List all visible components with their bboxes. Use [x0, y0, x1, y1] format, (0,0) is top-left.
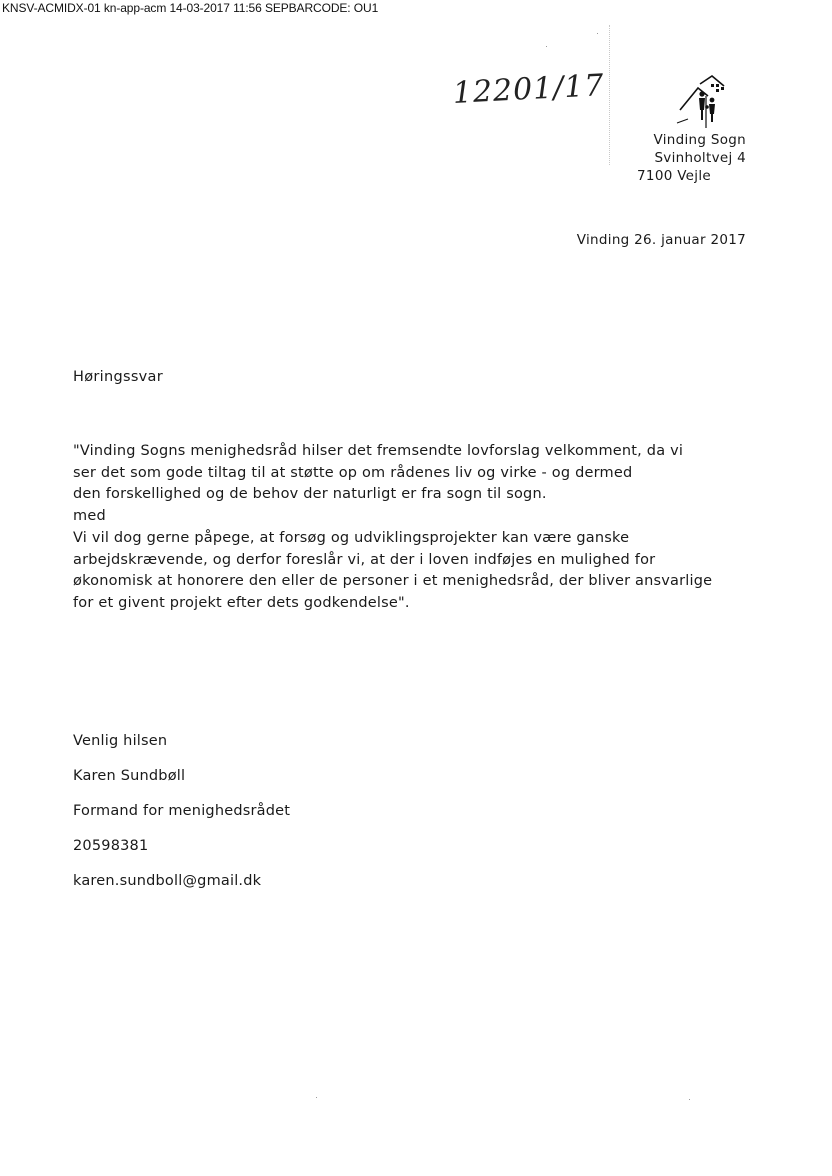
body-line: "Vinding Sogns menighedsråd hilser det fremsendte lovforslag velkomment, da vi — [73, 443, 684, 459]
signer-email: karen.sundboll@gmail.dk — [73, 873, 262, 889]
subject-heading: Høringssvar — [73, 369, 163, 385]
sender-street: Svinholtvej 4 — [654, 150, 746, 166]
body-line: arbejdskrævende, og derfor foreslår vi, at der i loven indføjes en mulighed for — [73, 551, 656, 568]
body-line: med — [73, 508, 106, 525]
scan-speck — [546, 46, 547, 47]
body-line: den forskellighed og de behov der naturligt er fra sogn til sogn. — [73, 486, 547, 503]
signer-phone: 20598381 — [73, 838, 149, 854]
margin-line — [609, 25, 610, 165]
body-line: for et givent projekt efter dets godkendelse". — [73, 594, 410, 611]
body-line: Vi vil dog gerne påpege, at forsøg og udviklingsprojekter kan være ganske — [73, 529, 630, 546]
signature-block — [73, 731, 290, 906]
handwritten-reference: 12201/17 — [452, 68, 606, 111]
house-family-icon — [676, 74, 728, 130]
scan-speck — [597, 33, 598, 34]
sender-address — [637, 131, 746, 185]
body-line: økonomisk at honorere den eller de personer i et menighedsråd, der bliver ansvarlige — [73, 573, 713, 590]
body-line: ser det som gode tiltag til at støtte op om rådenes liv og virke - og dermed — [73, 464, 633, 481]
date-line: Vinding 26. januar 2017 — [576, 232, 746, 248]
sender-city: 7100 Vejle — [637, 168, 711, 184]
signer-title: Formand for menighedsrådet — [73, 803, 291, 819]
signer-name: Karen Sundbøll — [73, 768, 186, 784]
scan-header: KNSV-ACMIDX-01 kn-app-acm 14-03-2017 11:56 SEPBARCODE: OU1 — [2, 1, 379, 15]
sender-name: Vinding Sogn — [653, 132, 746, 148]
letter-body — [73, 441, 723, 615]
closing: Venlig hilsen — [73, 733, 168, 749]
scan-speck — [689, 1099, 690, 1100]
scan-speck — [316, 1097, 317, 1098]
